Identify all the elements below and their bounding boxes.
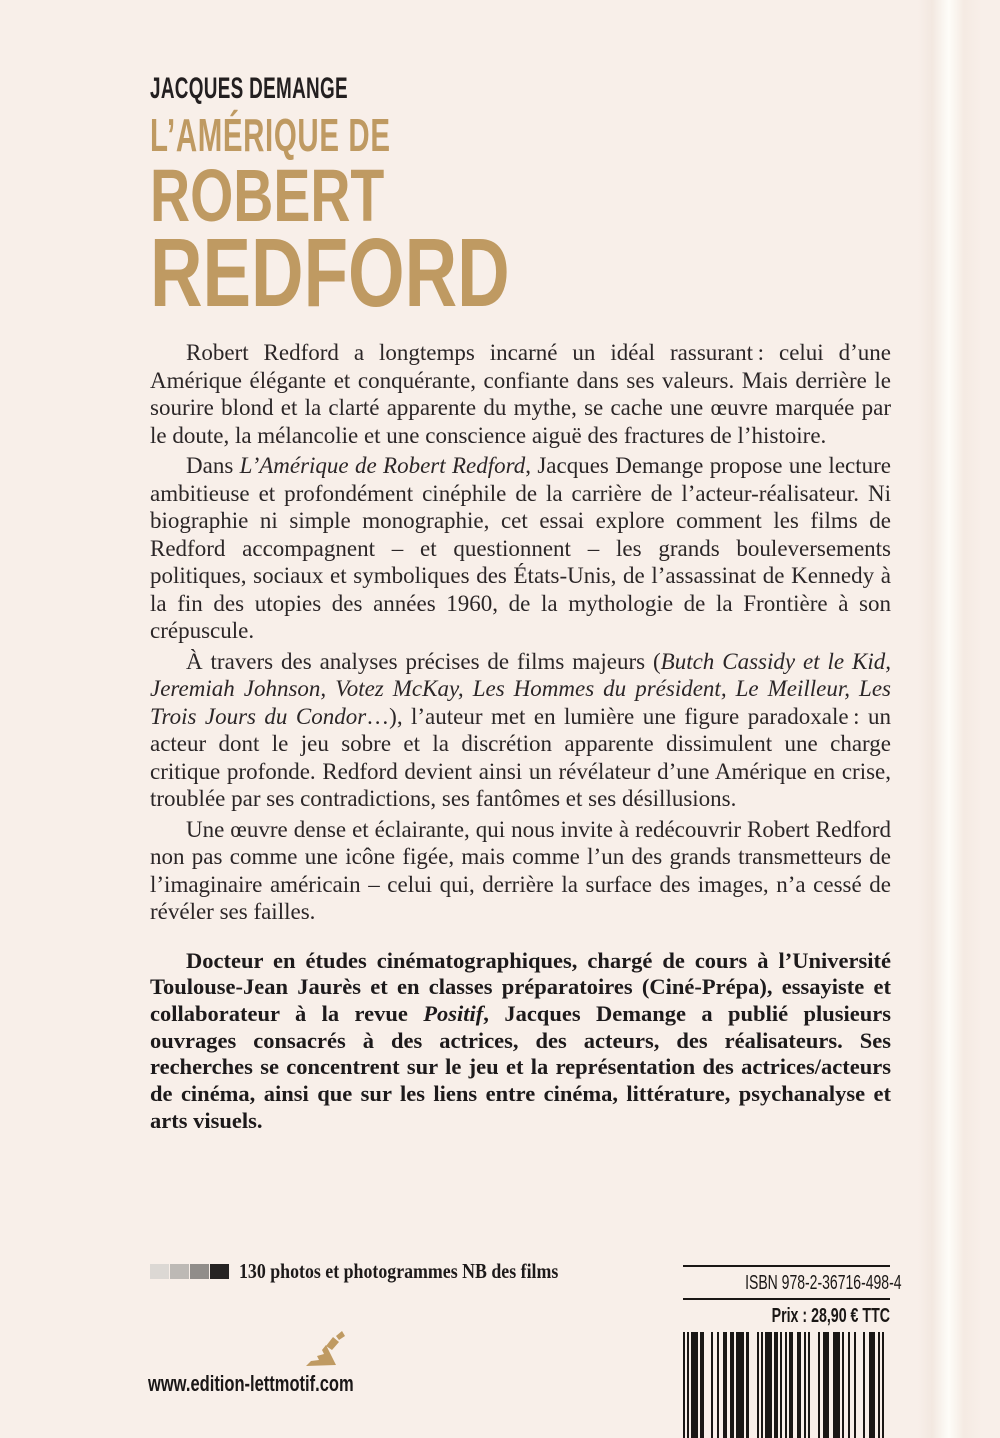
photos-note: 130 photos et photogrammes NB des films: [239, 1259, 559, 1283]
title-line-1: L’AMÉRIQUE DE: [150, 109, 391, 161]
publisher-website: www.edition-lettmotif.com: [148, 1371, 354, 1396]
synopsis-paragraph-3: À travers des analyses précises de films majeurs (Butch Cassidy et le Kid, Jeremiah Johnson, Votez McKay, Les Hommes du président, Le Meilleur, Les Trois Jours du Condor…), l’auteur met en lumière une figure paradoxale : un acteur dont le jeu sobre et la discrétion apparente dissimulent une charge critique profonde. Redford devient ainsi un révélateur d’une Amérique en crise, troublée par ses contradictions, ses fantômes et ses désillusions.: [150, 648, 892, 811]
synopsis-paragraph-4: Une œuvre dense et éclairante, qui nous invite à redécouvrir Robert Redford non pas comme une icône figée, mais comme l’un des grands transmetteurs de l’imaginaire américain – celui qui, derrière la surface des images, n’a cessé de révéler ses failles.: [150, 816, 891, 924]
cover-crease-highlight: [918, 0, 982, 1438]
grayscale-strip-icon: [150, 1264, 230, 1279]
isbn-block: [683, 1265, 902, 1438]
price: Prix : 28,90 € TTC: [771, 1305, 890, 1327]
isbn-rule-bottom: [683, 1298, 890, 1300]
author-name: JACQUES DEMANGE: [150, 72, 348, 105]
title-line-2: ROBERT: [150, 154, 385, 237]
barcode: [683, 1332, 885, 1438]
synopsis-paragraph-1: Robert Redford a longtemps incarné un idéal rassurant : celui d’une Amérique élégante et conquérante, confiante dans ses valeurs. Mais derrière le sourire blond et la clarté apparente du mythe, se cache une œuvre marquée par le doute, la mélancolie et une conscience aiguë des fractures de l’histoire.: [150, 340, 891, 448]
publisher-bird-icon: [299, 1324, 349, 1369]
synopsis: [150, 339, 891, 1134]
synopsis-paragraph-2: Dans L’Amérique de Robert Redford, Jacques Demange propose une lecture ambitieuse et profondément cinéphile de la carrière de l’acteur-réalisateur. Ni biographie ni simple monographie, cet essai explore comment les films de Redford accompagnent – et questionnent – les grands bouleversements politiques, sociaux et symboliques des États-Unis, de l’assassinat de Kennedy à la fin des utopies des années 1960, de la mythologie de la Frontière à son crépuscule.: [150, 453, 891, 643]
title-line-3: REDFORD: [150, 218, 510, 327]
author-bio: Docteur en études cinématographiques, chargé de cours à l’Université Toulouse-Jean Jaurès et en classes préparatoires (Ciné-Prépa), essayiste et collaborateur à la revue Positif, Jacques Demange a publié plusieurs ouvrages consacrés à des actrices, des acteurs, des réalisateurs. Ses recherches se concentrent sur le jeu et la représentation des actrices/acteurs de cinéma, ainsi que sur les liens entre cinéma, littérature, psychanalyse et arts visuels.: [150, 947, 891, 1133]
book-title: [150, 109, 630, 327]
photos-note-row: [150, 1259, 615, 1284]
isbn-rule-top: [683, 1265, 890, 1267]
isbn-number: ISBN 978-2-36716-498-4: [745, 1272, 902, 1294]
